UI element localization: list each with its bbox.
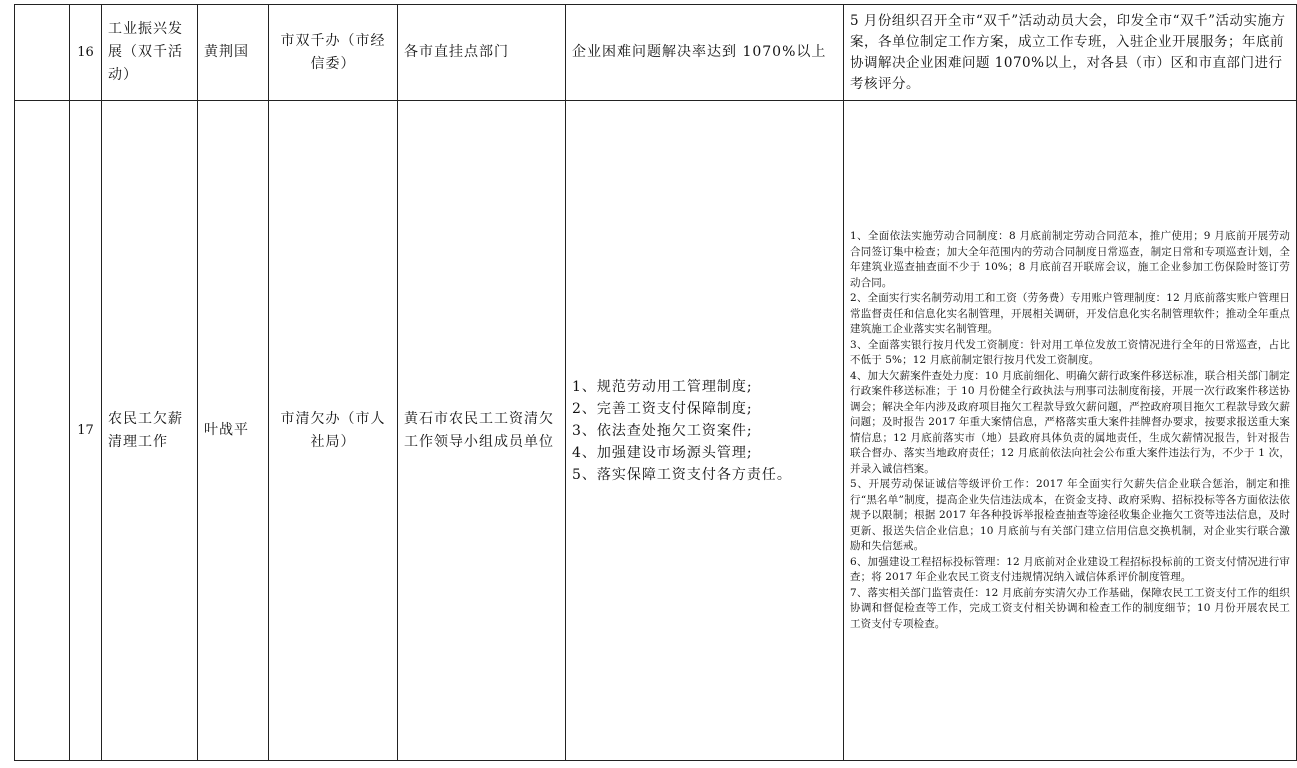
measures: 5 月份组织召开全市“双千”活动动员大会，印发全市“双千”活动实施方案，各单位制定工作方案，成立工作专班，入驻企业开展服务；年底前协调解决企业困难问题 1070%以上，对各县（市）区和市直部门进行考核评分。 [844, 5, 1297, 101]
goal-item: 4、加强建设市场源头管理; [572, 444, 753, 461]
lead-unit: 市清欠办（市人社局） [269, 101, 398, 761]
measure-item: 7、落实相关部门监管责任：12 月底前夯实清欠办工作基础，保障农民工工资支付工作的组织协调和督促检查等工作，完成工资支付相关协调和检查工作的制度细节；10 月份开展农民工工资支付专项检查。 [850, 586, 1290, 630]
measure-item: 2、全面实行实名制劳动用工和工资（劳务费）专用账户管理制度：12 月底前落实账户管理日常监督责任和信息化实名制管理，开展相关调研，开发信息化实名制管理软件；推动全年重点建筑施工企业落实实名制管理。 [850, 292, 1290, 335]
task-name: 工业振兴发展（双千活动） [102, 5, 198, 101]
measure-item: 4、加大欠薪案件查处力度：10 月底前细化、明确欠薪行政案件移送标准，联合相关部门制定行政案件移送标准；于 10 月份健全行政执法与刑事司法制度衔接，开展一次行政案件移送协调会；解决全年内涉及政府项目拖欠工程款导致欠薪问题，严控政府项目拖欠工程款导致欠薪问题；及时报告 2017 年重大案情信息，严格落实重大案件挂牌督办要求，按要求报送重大案情信息；12 月底前落实市（地）县政府具体负责的属地责任，生成欠薪情况报告，针对报告联合督办、落实当地政府责任；12 月底前依法向社会公布重大案件违法行为，不少于 1 次，并录入诚信档案。 [850, 369, 1290, 475]
goal-item: 3、依法查处拖欠工资案件; [572, 422, 753, 439]
blank-cell [15, 101, 70, 761]
measure-item: 5、开展劳动保证诚信等级评价工作：2017 年全面实行欠薪失信企业联合惩治，制定和推行“黑名单”制度，提高企业失信违法成本，在资金支持、政府采购、招标投标等各方面依法依规予以限制；根据 2017 年各种投诉举报检查抽查等途径收集企业拖欠工资等违法信息，及时更新、报送失信企业信息；10 月底前与有关部门建立信用信息交换机制，对企业实行联合激励和失信惩戒。 [850, 478, 1290, 552]
responsible-leader: 叶战平 [198, 101, 269, 761]
goal-item: 1、规范劳动用工管理制度; [572, 378, 753, 395]
measure-item: 6、加强建设工程招标投标管理：12 月底前对企业建设工程招标投标前的工资支付情况进行审查；将 2017 年企业农民工资支付违规情况纳入诚信体系评价制度管理。 [850, 555, 1290, 583]
measures-list [844, 101, 1297, 761]
row-index: 17 [70, 101, 102, 761]
task-name: 农民工欠薪清理工作 [102, 101, 198, 761]
measure-item: 1、全面依法实施劳动合同制度：8 月底前制定劳动合同范本，推广使用；9 月底前开展劳动合同签订集中检查；加大全年范围内的劳动合同制度日常巡查，制定日常和专项巡查计划，全年建筑业巡查抽查面不少于 10%；8 月底前召开联席会议，施工企业参加工伤保险时签订劳动合同。 [850, 230, 1290, 289]
task-table [14, 4, 1297, 761]
row-index: 16 [70, 5, 102, 101]
goal-list [566, 101, 844, 761]
lead-unit: 市双千办（市经信委） [269, 5, 398, 101]
blank-cell [15, 5, 70, 101]
goal-item: 5、落实保障工资支付各方责任。 [572, 466, 792, 483]
cooperating-units: 各市直挂点部门 [398, 5, 566, 101]
table-row [15, 101, 1297, 761]
responsible-leader: 黄荆国 [198, 5, 269, 101]
goal: 企业困难问题解决率达到 1070%以上 [566, 5, 844, 101]
cooperating-units: 黄石市农民工工资清欠工作领导小组成员单位 [398, 101, 566, 761]
goal-item: 2、完善工资支付保障制度; [572, 400, 753, 417]
measure-item: 3、全面落实银行按月代发工资制度：针对用工单位发放工资情况进行全年的日常巡查，占比不低于 5%；12 月底前制定银行按月代发工资制度。 [850, 338, 1290, 366]
table-row [15, 5, 1297, 101]
